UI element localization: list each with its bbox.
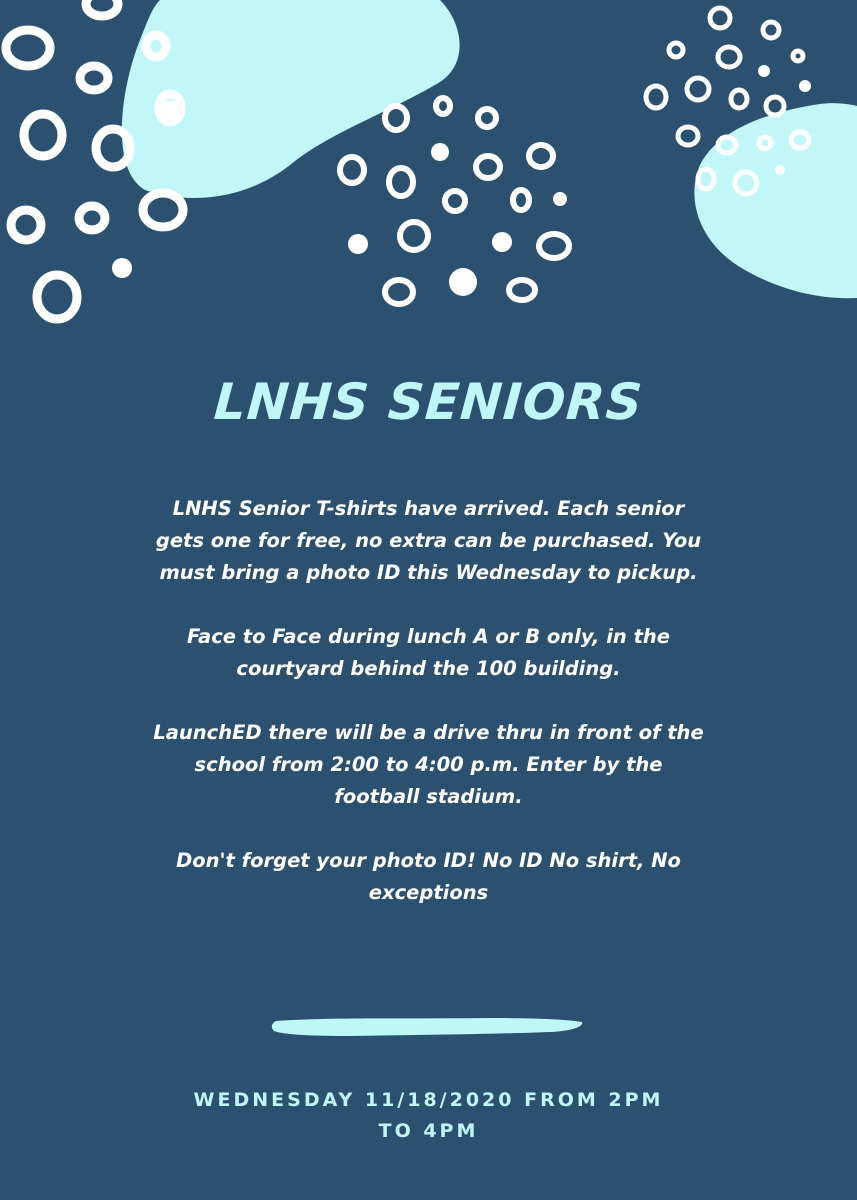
light-blob-right (694, 103, 857, 298)
event-date-time: WEDNESDAY 11/18/2020 FROM 2PM TO 4PM (193, 1089, 664, 1142)
paragraph-reminder: Don't forget your photo ID! No ID No shirt, No exceptions (176, 849, 681, 904)
page-title: LNHS SENIORS (212, 373, 645, 431)
brush-stroke-divider (270, 1013, 586, 1041)
paragraph-launched: LaunchED there will be a drive thru in front of the school from 2:00 to 4:00 p.m. Enter by the football stadium. (153, 721, 704, 808)
announcement-body (150, 493, 707, 941)
paragraph-tshirts: LNHS Senior T-shirts have arrived. Each senior gets one for free, no extra can be purchased. You must bring a photo ID this Wednesday to pickup. (155, 497, 702, 584)
paragraph-face-to-face: Face to Face during lunch A or B only, in the courtyard behind the 100 building. (186, 625, 671, 680)
